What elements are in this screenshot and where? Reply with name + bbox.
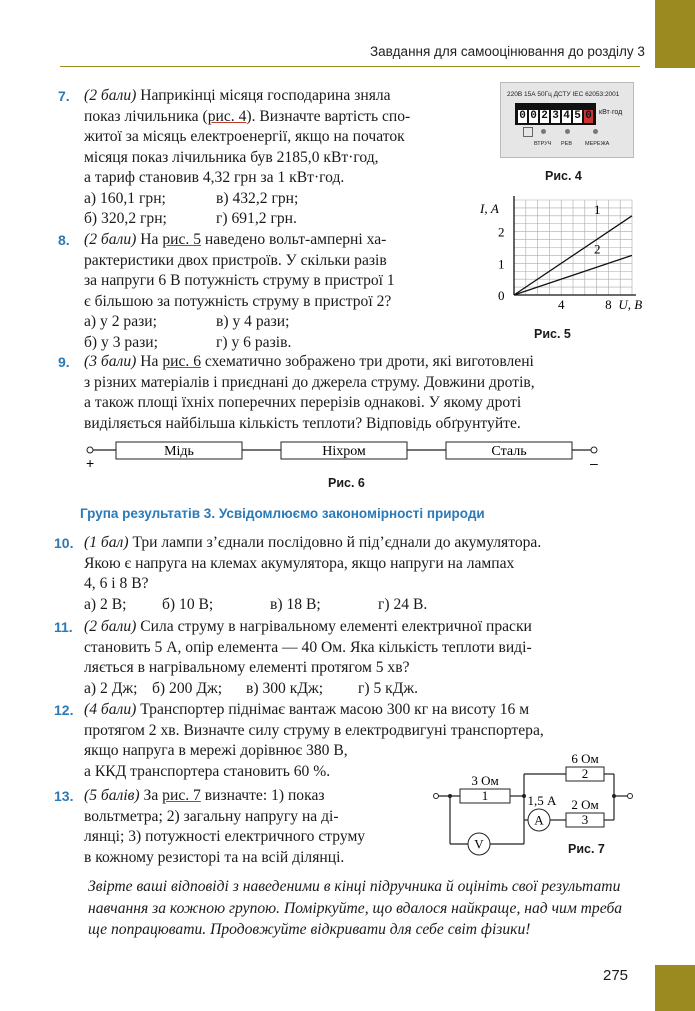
- series-label: 2: [594, 241, 601, 257]
- figure-caption: Рис. 5: [534, 327, 571, 341]
- meter-digit: 2: [541, 110, 548, 122]
- meter-indicator: [523, 127, 533, 137]
- answer-option: а) 160,1 грн;: [84, 189, 166, 207]
- junction: [612, 794, 616, 798]
- task-line: (5 балів) За рис. 7 визначте: 1) показ: [84, 787, 325, 804]
- y-tick-label: 2: [498, 224, 505, 240]
- task-points: (2 бали): [84, 231, 137, 248]
- plus-sign: +: [86, 455, 95, 471]
- answer-option: г) у 6 разів.: [216, 333, 292, 351]
- task-line: житої за місяць електроенергії, якщо на початок: [84, 128, 405, 145]
- task-points: (2 бали): [84, 87, 137, 104]
- resistor-label: 2: [581, 766, 589, 781]
- corner-decoration: [655, 965, 695, 1011]
- meter-label: ВТРУЧ: [534, 141, 552, 147]
- task-line: 4, 6 і 8 В?: [84, 575, 149, 592]
- resistance-value: 2 Ом: [571, 797, 599, 812]
- y-axis-label: I, А: [480, 201, 499, 216]
- group-heading: Група результатів 3. Усвідомлюємо закономірності природи: [80, 506, 485, 521]
- task-points: (3 бали): [84, 353, 137, 370]
- wire-label: Мідь: [164, 444, 194, 459]
- meter-label: МЕРЕЖА: [585, 141, 610, 147]
- wire-label: Сталь: [491, 444, 527, 459]
- figure-link[interactable]: рис. 6: [162, 353, 201, 370]
- answer-option: б) 200 Дж;: [152, 679, 223, 697]
- task-line: (2 бали) На рис. 5 наведено вольт-амперні ха-: [84, 231, 387, 248]
- meter-label: РЕВ: [561, 141, 573, 147]
- meter-spec: 220В 15А 50Гц ДСТУ IEC 62053:2001: [507, 91, 620, 98]
- resistance-value: 6 Ом: [571, 751, 599, 766]
- voltmeter-label: V: [474, 836, 484, 852]
- answer-option: б) 10 В;: [162, 595, 214, 613]
- page-number: 275: [603, 967, 629, 984]
- meter-digit: 0: [519, 110, 526, 122]
- task-number: 12.: [54, 702, 74, 718]
- answer-option: в) у 4 рази;: [216, 313, 290, 330]
- junction: [522, 794, 526, 798]
- task-line: Якою є напруга на клемах акумулятора, якщо напруги на лампах: [84, 554, 515, 572]
- answer-option: в) 432,2 грн;: [216, 189, 299, 207]
- task-line: виділяється найбільша кількість теплоти? Відповідь обґрунтуйте.: [84, 414, 521, 432]
- answer-option: г) 691,2 грн.: [216, 210, 297, 227]
- figure-link[interactable]: рис. 4: [207, 107, 247, 125]
- iv-chart: [476, 192, 643, 320]
- figure-caption: Рис. 7: [568, 842, 605, 856]
- task-number: 13.: [54, 788, 74, 804]
- meter-led: [593, 129, 598, 134]
- junction: [448, 794, 452, 798]
- y-tick-label: 0: [498, 288, 505, 303]
- answer-option: в) 300 кДж;: [246, 679, 324, 697]
- task-line: а також площі їхніх поперечних перерізів однакові. У якому дроті: [84, 394, 522, 411]
- task-number: 10.: [54, 535, 74, 551]
- answer-option: в) 18 В;: [270, 595, 321, 613]
- task-line: (4 бали) Транспортер піднімає вантаж масою 300 кг на висоту 16 м: [84, 701, 530, 718]
- task-line: лянці; 3) потужності електричного струму: [84, 828, 366, 845]
- task-number: 7.: [58, 88, 70, 104]
- task-line: вольтметра; 2) загальну напругу на ді-: [84, 807, 339, 825]
- closing-note: Звірте ваші відповіді з наведеними в кінці підручника й оцініть свої результати навчання за кожною групою. Поміркуйте, що вдалося найкраще, над чим треба ще попрацювати. Продовжуйте відкривати для себе світ фізики!: [88, 878, 623, 938]
- wire-label: Ніхром: [322, 444, 366, 459]
- meter-led: [541, 129, 546, 134]
- ammeter-label: A: [534, 812, 544, 828]
- task-line: є більшою за потужність струму в пристрої 2?: [84, 292, 392, 310]
- task-line: місяця показ лічильника був 2185,0 кВт·год,: [84, 148, 379, 166]
- task-points: (1 бал): [84, 534, 129, 551]
- header-divider: [60, 66, 640, 67]
- meter-unit: кВт·год: [599, 109, 623, 116]
- electricity-meter-image: [500, 82, 634, 158]
- figure-link[interactable]: рис. 7: [162, 787, 201, 804]
- task-points: (4 бали): [84, 701, 137, 718]
- task-number: 9.: [58, 354, 70, 370]
- figure-caption: Рис. 6: [328, 476, 365, 490]
- task-line: за напруги 6 В потужність струму в пристрої 1: [84, 272, 395, 289]
- current-value: 1,5 А: [527, 793, 557, 808]
- answer-option: б) 320,2 грн;: [84, 210, 167, 227]
- task-line: показ лічильника (рис. 4). Визначте вартість спо-: [84, 107, 411, 125]
- task-line: а тариф становив 4,32 грн за 1 кВт·год.: [84, 169, 345, 186]
- terminal: [434, 794, 439, 799]
- page-header: Завдання для самооцінювання до розділу 3: [370, 44, 645, 59]
- task-line: в кожному резисторі та на всій ділянці.: [84, 848, 345, 866]
- resistance-value: 3 Ом: [471, 773, 499, 788]
- answer-option: г) 24 В.: [378, 595, 428, 613]
- task-line: а ККД транспортера становить 60 %.: [84, 762, 331, 780]
- corner-decoration: [655, 0, 695, 68]
- meter-led: [565, 129, 570, 134]
- meter-digit: 4: [563, 110, 570, 122]
- series-label: 1: [594, 201, 601, 217]
- task-points: (5 балів): [84, 787, 140, 804]
- answer-option: б) у 3 рази;: [84, 333, 158, 351]
- x-axis-label: U, В: [618, 297, 643, 312]
- minus-sign: –: [590, 455, 598, 471]
- task-line: (3 бали) На рис. 6 схематично зображено три дроти, які виготовлені: [84, 353, 534, 370]
- task-line: (1 бал) Три лампи з’єднали послідовно й під’єднали до акумулятора.: [84, 534, 542, 551]
- task-line: ляється в нагрівальному елементі протягом 5 хв?: [84, 659, 410, 676]
- resistor-label: 1: [481, 788, 489, 803]
- terminal: [628, 794, 633, 799]
- answer-option: г) 5 кДж.: [358, 679, 419, 697]
- task-line: (2 бали) Сила струму в нагрівальному елементі електричної праски: [84, 618, 532, 635]
- figure-caption: Рис. 4: [545, 169, 582, 183]
- terminal-plus: [87, 447, 93, 453]
- terminal-minus: [591, 447, 597, 453]
- task-line: рактеристики двох пристроїв. У скільки разів: [84, 251, 387, 269]
- answer-option: а) 2 В;: [84, 595, 127, 613]
- wires-diagram: [82, 436, 602, 472]
- meter-digit: 0: [585, 110, 592, 122]
- task-number: 8.: [58, 232, 70, 248]
- task-line: (2 бали) Наприкінці місяця господарина зняла: [84, 87, 391, 104]
- answer-option: а) 2 Дж;: [84, 679, 138, 697]
- resistor-label: 3: [581, 812, 589, 827]
- task-line: становить 5 А, опір елемента — 40 Ом. Яка кількість теплоти виді-: [84, 638, 532, 656]
- task-line: з різних матеріалів і приєднані до джерела струму. Довжини дротів,: [84, 373, 535, 391]
- task-line: протягом 2 хв. Визначте силу струму в електродвигуні транспортера,: [84, 721, 544, 739]
- task-points: (2 бали): [84, 618, 137, 635]
- y-tick-label: 1: [498, 256, 505, 272]
- task-number: 11.: [54, 619, 73, 635]
- answer-option: а) у 2 рази;: [84, 313, 157, 330]
- meter-display: [515, 103, 596, 125]
- figure-link[interactable]: рис. 5: [162, 231, 201, 248]
- task-line: якщо напруга в мережі дорівнює 380 В,: [84, 742, 348, 759]
- meter-digit: 5: [574, 110, 581, 122]
- x-tick-label: 8: [605, 297, 612, 312]
- meter-digit: 3: [552, 110, 559, 122]
- meter-digit: 0: [530, 110, 537, 122]
- x-tick-label: 4: [557, 297, 565, 312]
